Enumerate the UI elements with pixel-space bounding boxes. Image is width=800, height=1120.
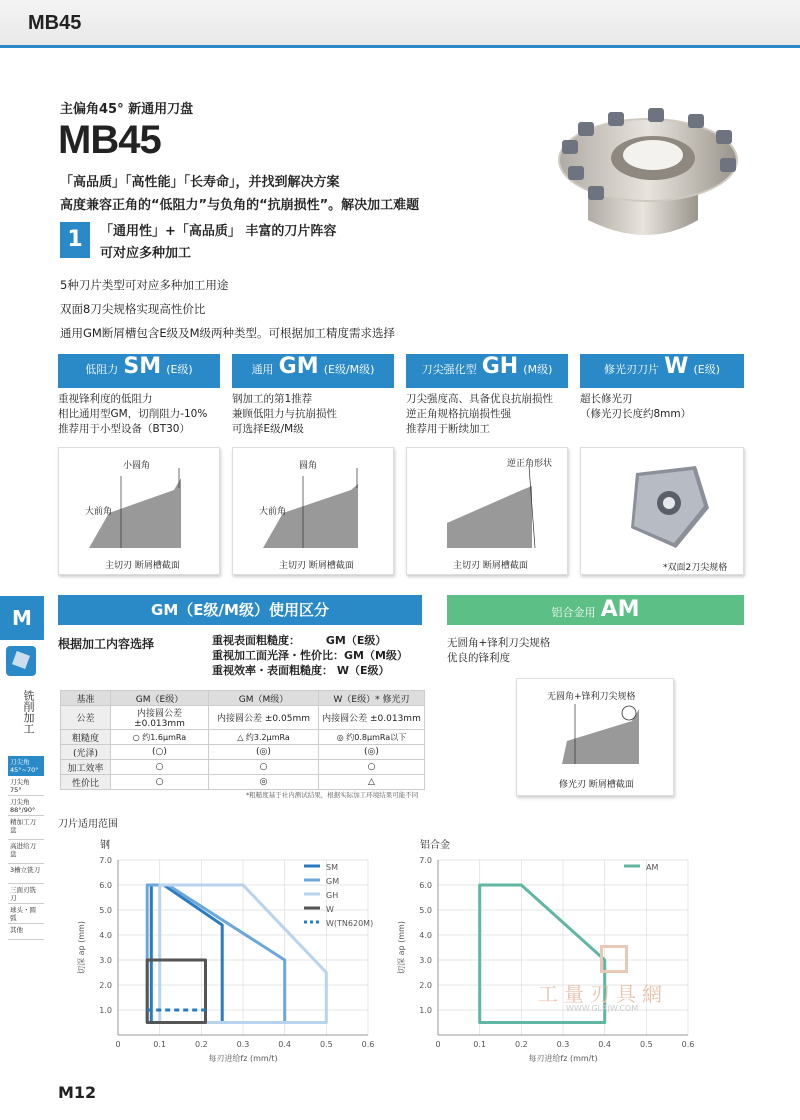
y-tick-label: 3.0 [419,956,432,965]
tab-gh-grade: (M级) [523,363,553,376]
legend-label: GM [326,877,340,886]
usage-rule-value: GM（E级） [325,634,387,647]
x-tick-label: 0 [115,1040,121,1049]
tab-gh-prefix: 刀尖强化型 [421,363,477,376]
gh-description [406,392,553,437]
sidebar-item-75[interactable]: 刀尖角 75° [8,776,44,796]
sidebar-item-45-70[interactable]: 刀尖角 45°~70° [8,756,44,776]
bullet-2: 双面8刀尖规格实现高性价比 [60,302,206,316]
series-SM-outline [151,885,222,1023]
sidebar-item-ball-radius[interactable]: 球头・圆弧 [8,904,44,924]
usage-rule-value: W（E级） [336,664,390,677]
tab-gh-code: GH [481,354,519,379]
sm-desc-line: 相比通用型GM，切削阻力-10% [58,408,208,420]
x-tick-label: 0.6 [681,1040,695,1049]
w-description [580,392,691,422]
steel-range-chart [70,845,400,1080]
table-cell: ○ [209,760,319,775]
y-tick-label: 7.0 [419,856,432,865]
legend-label: W(TN620M) [326,919,374,928]
table-cell: ◎ [209,775,319,790]
point-line-2: 可对应多种加工 [100,246,192,261]
steel-chart-title: 钢 [100,840,110,851]
point-number: 1 [60,222,90,258]
table-cell: △ [319,775,425,790]
table-cell: ○ [111,775,209,790]
table-cell: ○ 约1.6μmRa [111,730,209,745]
tab-gh[interactable] [406,354,568,388]
table-note: *粗糙度基于社内测试结果，根据实际加工环境结果可能不同 [246,791,419,799]
sm-diagram-top-label: 小圆角 [123,461,151,471]
sidebar-item-side-cutter[interactable]: 三面刃铣刀 [8,884,44,904]
tab-w[interactable] [580,354,744,388]
legend-label: AM [646,863,659,872]
w-insert-image [580,447,744,575]
table-cell: 内接圆公差 ±0.05mm [209,706,319,730]
table-header-row [61,691,425,706]
usage-rule-1 [212,633,408,648]
gm-diagram-caption: 主切刃 断屑槽截面 [279,561,354,571]
usage-rule-label: 重视效率・表面粗糙度： [212,664,333,677]
gh-section-diagram [406,447,568,575]
usage-rule-value: GM（M级） [344,649,408,662]
tab-gm-code: GM [278,354,319,379]
legend-label: GH [326,891,339,900]
y-tick-label: 1.0 [99,1006,112,1015]
table-cell: △ 约3.2μmRa [209,730,319,745]
w-desc-line: （修光刃长度约8mm） [580,408,692,420]
sidebar-item-finishing[interactable]: 精加工刀盘 [8,816,44,840]
x-tick-label: 0.5 [319,1040,333,1049]
sm-diagram-side-label: 大前角 [85,507,113,517]
gm-section-diagram [232,447,394,575]
tab-w-code: W [664,354,689,379]
x-tick-label: 0.1 [473,1040,487,1049]
y-tick-label: 5.0 [419,906,432,915]
table-cell: (○) [111,745,209,760]
page-number: M12 [58,1083,97,1102]
aluminum-bar-code: AM [600,597,640,622]
sm-desc-line: 推荐用于小型设备（BT30） [58,423,190,435]
x-tick-label: 0.4 [278,1040,292,1049]
gm-diagram-side-label: 大前角 [259,507,287,517]
aluminum-desc-line: 无圆角+锋利刀尖规格 [447,637,551,649]
w-desc-line: 超长修光刃 [580,393,633,405]
aluminum-bar-prefix: 铝合金用 [551,606,596,619]
table-row-label: 粗糙度 [61,730,111,745]
y-tick-label: 4.0 [419,931,432,940]
table-cell: ◎ 约0.8μmRa以下 [319,730,425,745]
w-diagram-caption: *双面2刀尖规格 [663,563,728,573]
legend-label: W [326,905,334,914]
hero-tagline-1: 「高品质」「高性能」「长寿命」，并找到解决方案 [60,175,340,190]
y-tick-label: 2.0 [99,981,112,990]
milling-icon [6,646,36,676]
usage-rule-3 [212,663,408,678]
gh-desc-line: 逆正角规格抗崩损性强 [406,408,511,420]
x-tick-label: 0.2 [514,1040,528,1049]
gm-desc-line: 钢加工的第1推荐 [232,393,313,405]
gh-desc-line: 推荐用于断续加工 [406,423,490,435]
hero-tagline-2: 高度兼容正角的“低阻力”与负角的“抗崩损性”。解决加工难题 [60,198,420,213]
tab-sm[interactable] [58,354,220,388]
sidebar-nav [8,756,44,940]
hero-subtitle: 主偏角45° 新通用刀盘 [60,102,194,117]
tab-gm-prefix: 通用 [251,363,274,376]
x-tick-label: 0.4 [598,1040,612,1049]
tab-sm-code: SM [123,354,162,379]
watermark-text: 工量刃具網 [538,982,668,1006]
x-tick-label: 0.3 [556,1040,570,1049]
table-cell: 内接圆公差 ±0.013mm [319,706,425,730]
charts-heading: 刀片适用范围 [58,819,118,830]
gh-diagram-caption: 主切刃 断屑槽截面 [453,561,528,571]
table-header: GM（E级） [111,691,209,706]
sm-section-diagram [58,447,220,575]
series-W-outline [147,960,205,1023]
x-tick-label: 0.1 [153,1040,167,1049]
y-tick-label: 4.0 [99,931,112,940]
table-header: GM（M级） [209,691,319,706]
tab-gm-grade: (E级/M级) [323,363,375,376]
x-tick-label: 0.2 [194,1040,208,1049]
y-tick-label: 3.0 [99,956,112,965]
bullet-3: 通用GM断屑槽包含E级及M级两种类型。可根据加工精度需求选择 [60,326,396,340]
table-row-label: 公差 [61,706,111,730]
table-cell: (◎) [209,745,319,760]
sidebar-item-3-flute[interactable]: 3槽立铣刀 [8,864,44,884]
gm-description [232,392,337,437]
usage-heading: 根据加工内容选择 [58,637,155,651]
hero-title: MB45 [58,118,161,162]
sm-diagram-caption: 主切刃 断屑槽截面 [105,561,180,571]
table-cell: 内接圆公差 ±0.013mm [111,706,209,730]
usage-bar: GM（E级/M级）使用区分 [58,595,422,625]
tab-gm[interactable] [232,354,394,388]
gm-desc-line: 兼顾低阻力与抗崩损性 [232,408,337,420]
aluminum-bar [447,595,744,625]
aluminum-description [447,636,550,666]
aluminum-chart-title: 铝合金 [420,840,450,851]
table-row [61,706,425,730]
y-axis-label: 切深 ap (mm) [77,921,86,974]
sidebar-item-88-90[interactable]: 刀尖角 88°/90° [8,796,44,816]
watermark-sub: WWW.GLRJW.COM [566,1004,639,1013]
table-row-label: (光泽) [61,745,111,760]
usage-table [60,690,425,790]
header-title: MB45 [28,12,82,34]
sidebar-item-other[interactable]: 其他 [8,924,44,940]
milling-cutter-image [548,100,748,245]
bullet-1: 5种刀片类型可对应多种加工用途 [60,278,229,292]
sm-desc-line: 重视锋利度的低阻力 [58,393,153,405]
table-row [61,745,425,760]
y-axis-label: 切深 ap (mm) [397,921,406,974]
usage-rules [212,633,408,678]
table-row-label: 加工效率 [61,760,111,775]
tab-w-grade: (E级) [693,363,720,376]
table-row [61,760,425,775]
x-tick-label: 0.6 [361,1040,375,1049]
y-tick-label: 1.0 [419,1006,432,1015]
gh-desc-line: 刀尖强度高、具备优良抗崩损性 [406,393,553,405]
table-row-label: 性价比 [61,775,111,790]
header-bar [0,0,800,48]
tab-w-prefix: 修光刃刀片 [603,363,659,376]
usage-rule-2 [212,648,408,663]
usage-rule-label: 重视加工面光泽・性价比： [212,649,344,662]
aluminum-range-chart [390,845,720,1080]
table-row [61,730,425,745]
section-tab[interactable]: M [0,596,44,640]
y-tick-label: 6.0 [419,881,432,890]
gm-diagram-top-label: 圆角 [299,461,318,471]
y-tick-label: 7.0 [99,856,112,865]
y-tick-label: 2.0 [419,981,432,990]
tab-sm-prefix: 低阻力 [85,363,119,376]
y-tick-label: 6.0 [99,881,112,890]
legend-label: SM [326,863,338,872]
tab-sm-grade: (E级) [166,363,193,376]
sidebar-vertical-label: 铣削加工 [22,690,35,734]
watermark-logo [600,945,628,973]
am-diagram-caption: 修光刃 断屑槽截面 [559,780,634,790]
x-tick-label: 0 [435,1040,441,1049]
table-row [61,775,425,790]
gm-desc-line: 可选择E级/M级 [232,423,304,435]
y-tick-label: 5.0 [99,906,112,915]
am-section-diagram [516,678,674,796]
x-tick-label: 0.3 [236,1040,250,1049]
x-tick-label: 0.5 [639,1040,653,1049]
table-cell: ○ [111,760,209,775]
am-diagram-top-label: 无圆角+锋利刀尖规格 [547,692,636,702]
sidebar-item-high-feed[interactable]: 高进给刀盘 [8,840,44,864]
table-header: W（E级）* 修光刃 [319,691,425,706]
table-cell: ○ [319,760,425,775]
point-line-1: 「通用性」+「高品质」 丰富的刀片阵容 [100,224,337,239]
x-axis-label: 每刃进给fz (mm/t) [528,1054,598,1063]
table-cell: (◎) [319,745,425,760]
table-header: 基准 [61,691,111,706]
gh-diagram-top-label: 逆正角形状 [507,459,553,469]
usage-rule-label: 重视表面粗糙度： [212,634,300,647]
aluminum-desc-line: 优良的锋利度 [447,652,510,664]
x-axis-label: 每刃进给fz (mm/t) [208,1054,278,1063]
sm-description [58,392,207,437]
